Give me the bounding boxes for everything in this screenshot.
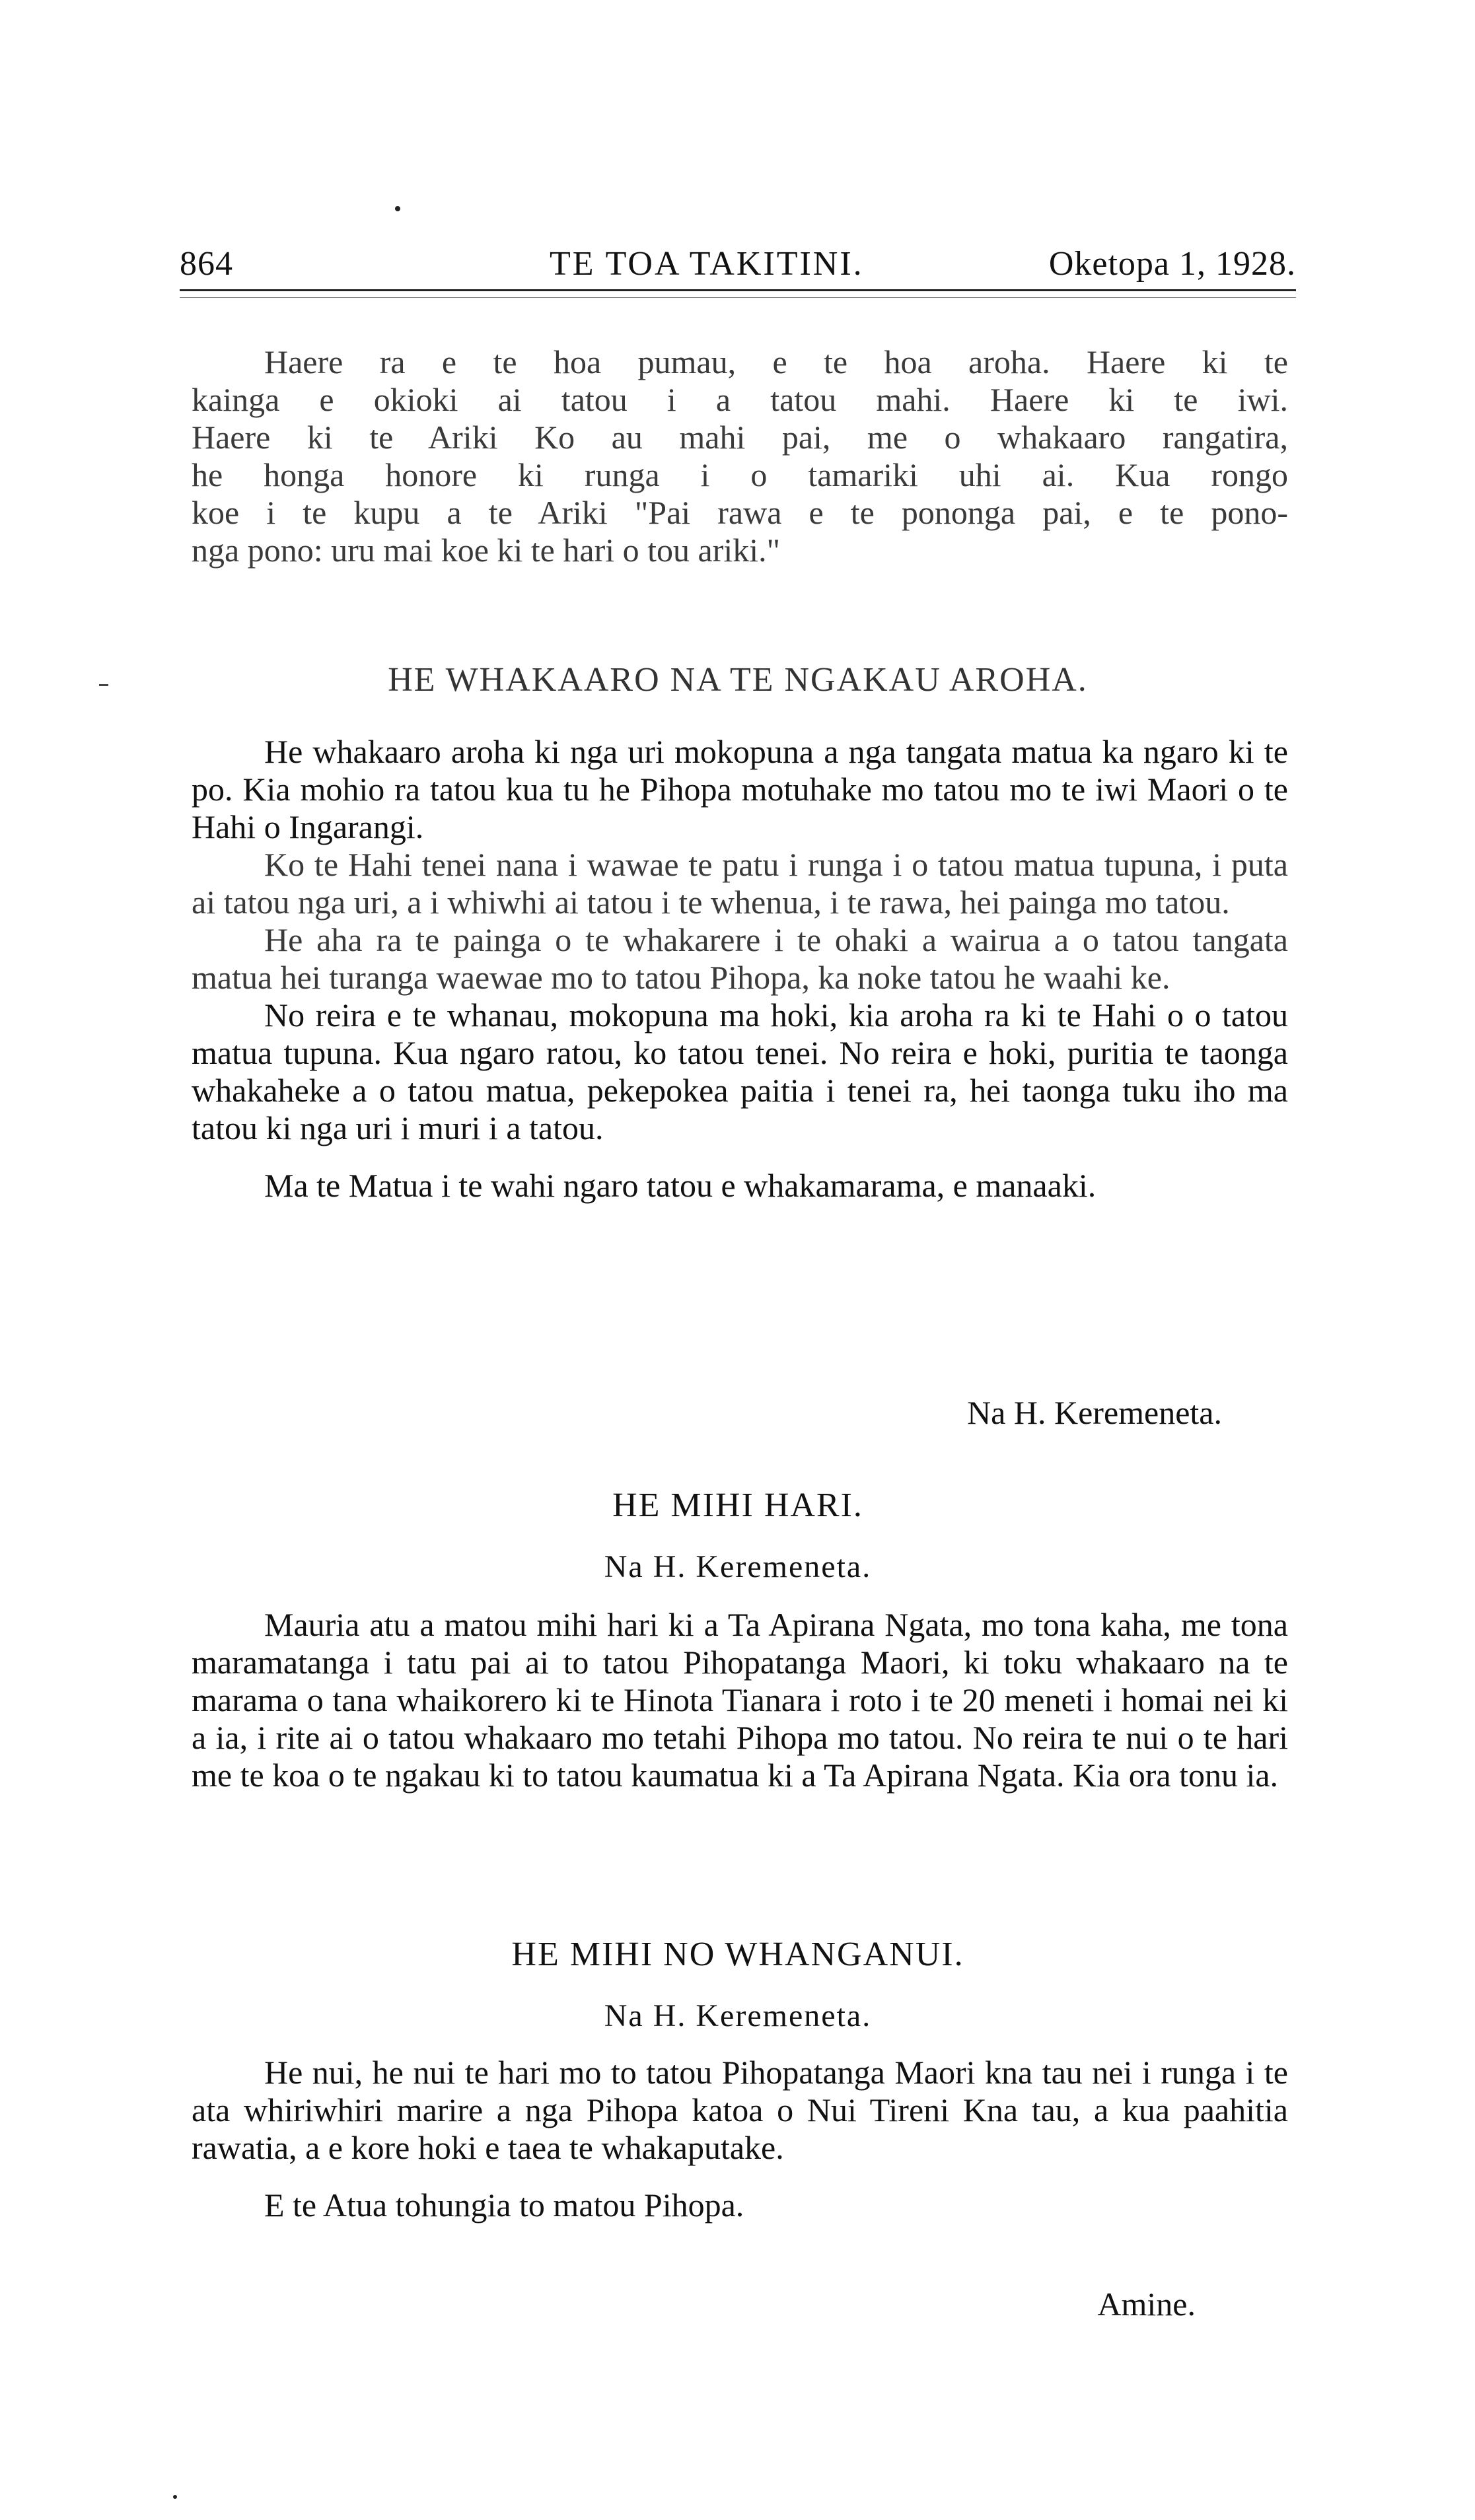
intro-paragraph: [192, 343, 1288, 569]
section-heading-whakaaro: HE WHAKAARO NA TE NGAKAU AROHA.: [388, 661, 1088, 699]
section-heading-whanganui: HE MIHI NO WHANGANUI.: [511, 1936, 964, 1973]
paragraph: Mauria atu a matou mihi hari ki a Ta Apirana Ngata, mo tona kaha, me tona maramatanga i tatu pai ai to tatou Pihopatanga Maori, ki toku whakaaro na te marama o tana whaikorero ki te Hinota Tianara i roto i te 20 meneti i homai nei ki a ia, i rite ai o tatou whakaaro mo tetahi Pihopa mo tatou. No reira te nui o te hari me te koa o te ngakau ki to tatou kaumatua ki a Ta Apirana Ngata. Kia ora tonu ia.: [192, 1606, 1288, 1794]
ink-speck: [395, 206, 400, 211]
publication-title: TE TOA TAKITINI.: [550, 245, 864, 283]
paragraph: He nui, he nui te hari mo to tatou Pihopatanga Maori kna tau nei i runga i te ata whiriwhiri marire a nga Pihopa katoa o Nui Tireni Kna tau, a kua paahitia rawatia, a e kore hoki e taea te whakaputake.: [192, 2054, 1288, 2166]
intro-line: Haere ki te Ariki Ko au mahi pai, me o whakaaro rangatira,: [192, 419, 1288, 456]
author-signature: Na H. Keremeneta.: [967, 1394, 1222, 1431]
intro-line: nga pono: uru mai koe ki te hari o tou ariki.": [192, 532, 781, 569]
closing-line: E te Atua tohungia to matou Pihopa.: [264, 2187, 744, 2223]
intro-line: Haere ra e te hoa pumau, e te hoa aroha. Haere ki te: [264, 343, 1288, 380]
byline: Na H. Keremeneta.: [604, 1549, 872, 1584]
byline: Na H. Keremeneta.: [604, 1998, 872, 2033]
header-rule: [180, 297, 1296, 298]
intro-line: koe i te kupu a te Ariki "Pai rawa e te pononga pai, e te pono-: [192, 494, 1288, 531]
section-body-whakaaro: [192, 733, 1288, 1205]
margin-mark: [99, 684, 108, 686]
intro-line: kainga e okioki ai tatou i a tatou mahi. Haere ki te iwi.: [192, 381, 1288, 418]
section-body-mihi-hari: [192, 1606, 1288, 1794]
issue-date: Oketopa 1, 1928.: [1048, 245, 1296, 283]
page-number: 864: [180, 245, 233, 283]
section-heading-mihi-hari: HE MIHI HARI.: [612, 1487, 863, 1524]
paragraph: He whakaaro aroha ki nga uri mokopuna a nga tangata matua ka ngaro ki te po. Kia mohio ra tatou kua tu he Pihopa motuhake mo tatou mo te iwi Maori o te Hahi o Ingarangi.: [192, 733, 1288, 845]
paragraph: Ko te Hahi tenei nana i wawae te patu i runga i o tatou matua tupuna, i puta ai tatou nga uri, a i whiwhi ai tatou i te whenua, i te rawa, hei painga mo tatou.: [192, 846, 1288, 921]
paragraph: He aha ra te painga o te whakarere i te ohaki a wairua a o tatou tangata matua hei turanga waewae mo to tatou Pihopa, ka noke tatou he waahi ke.: [192, 921, 1288, 996]
intro-line: he honga honore ki runga i o tamariki uhi ai. Kua rongo: [192, 456, 1288, 493]
ink-speck: [173, 2495, 177, 2499]
page-header: [180, 243, 1296, 291]
paragraph: Ma te Matua i te wahi ngaro tatou e whakamarama, e manaaki.: [264, 1167, 1097, 1204]
section-body-whanganui: [192, 2054, 1288, 2224]
paragraph: No reira e te whanau, mokopuna ma hoki, kia aroha ra ki te Hahi o o tatou matua tupuna. Kua ngaro ratou, ko tatou tenei. No reira e hoki, puritia te taonga whakaheke a o tatou matua, pekepokea paitia i tenei ra, hei taonga tuku iho ma tatou ki nga uri i muri i a tatou.: [192, 997, 1288, 1146]
amen: Amine.: [1097, 2286, 1196, 2323]
